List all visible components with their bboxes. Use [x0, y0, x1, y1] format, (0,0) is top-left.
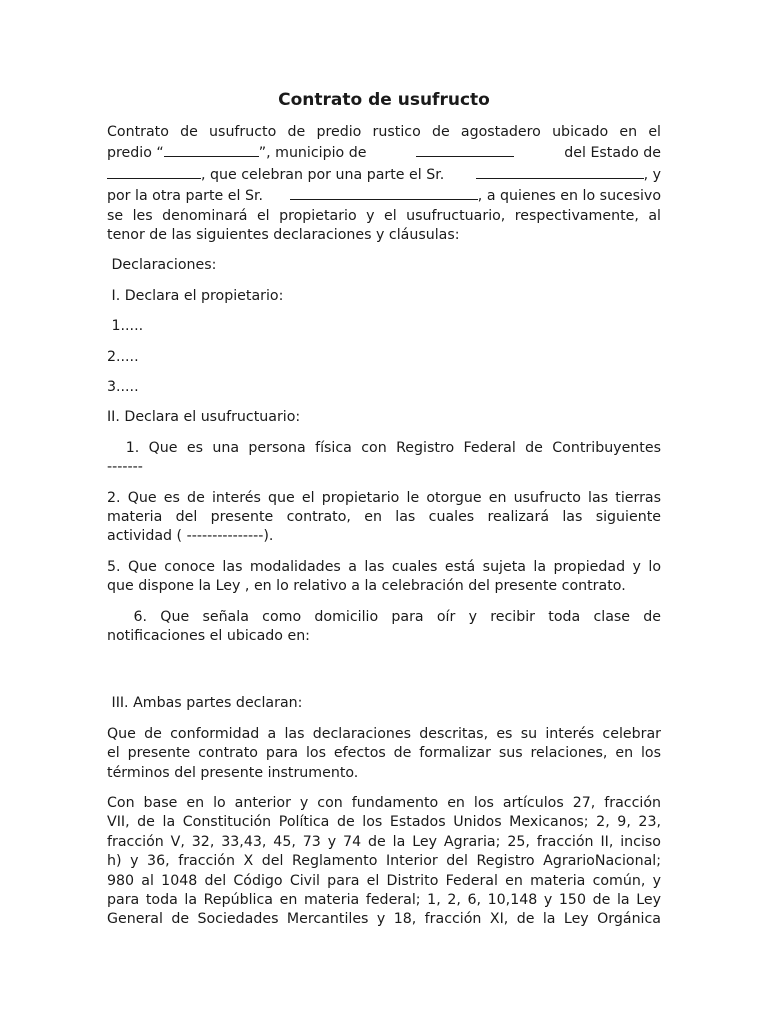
- paragraph-line: 6. Que señala como domicilio para oír y recibir toda clase de: [107, 608, 661, 625]
- usufructuario-item-5: [107, 558, 661, 597]
- usufructuario-item-1: [107, 439, 661, 478]
- paragraph-line: para toda la República en materia federal; 1, 2, 6, 10,148 y 150 de la Ley: [107, 891, 661, 908]
- paragraph-line: h) y 36, fracción X del Reglamento Interior del Registro AgrarioNacional;: [107, 853, 661, 870]
- intro-line-3: [107, 164, 661, 185]
- paragraph-line: que dispone la Ley , en lo relativo a la celebración del presente contrato.: [107, 578, 626, 595]
- intro-text: por la otra parte el Sr.: [107, 188, 264, 205]
- list-item: 3.....: [107, 379, 139, 396]
- paragraph-line: 2. Que es de interés que el propietario le otorgue en usufructo las tierras: [107, 489, 661, 506]
- paragraph-line: Que de conformidad a las declaraciones descritas, es su interés celebrar: [107, 725, 661, 742]
- section-declara-propietario: I. Declara el propietario:: [107, 287, 284, 304]
- list-item: 2.....: [107, 348, 139, 365]
- document-title: Contrato de usufructo: [278, 90, 490, 110]
- section-declara-usufructuario: II. Declara el usufructuario:: [107, 409, 301, 426]
- paragraph-line: VII, de la Constitución Política de los Estados Unidos Mexicanos; 2, 9, 23,: [107, 814, 661, 831]
- paragraph-line: Con base en lo anterior y con fundamento en los artículos 27, fracción: [107, 795, 661, 812]
- section-declaraciones: Declaraciones:: [107, 257, 217, 274]
- intro-text: , a quienes en lo sucesivo: [477, 188, 661, 205]
- intro-text: , que celebran por una parte el Sr.: [201, 166, 445, 183]
- document-body: [107, 123, 661, 930]
- paragraph-line: actividad ( ---------------).: [107, 528, 274, 545]
- intro-text: predio “: [107, 145, 164, 162]
- intro-text: ”, municipio de: [258, 145, 367, 162]
- paragraph-line: -------: [107, 459, 143, 476]
- intro-paragraph: [107, 123, 661, 245]
- usufructuario-item-2: [107, 489, 661, 547]
- paragraph-line: General de Sociedades Mercantiles y 18, fracción XI, de la Ley Orgánica: [107, 911, 661, 928]
- intro-line-4: [107, 185, 661, 206]
- intro-line-5: se les denominará el propietario y el usufructuario, respectivamente, al: [107, 207, 661, 224]
- paragraph-line: fracción V, 32, 33,43, 45, 73 y 74 de la Ley Agraria; 25, fracción II, inciso: [107, 833, 661, 850]
- paragraph-line: 5. Que conoce las modalidades a las cuales está sujeta la propiedad y lo: [107, 558, 661, 575]
- blank-sr-usufructuario: [290, 185, 478, 200]
- usufructuario-item-6: [107, 608, 661, 647]
- intro-text: , y: [643, 166, 661, 183]
- blank-municipio: [416, 142, 514, 157]
- paragraph-line: el presente contrato para los efectos de formalizar sus relaciones, en los: [107, 745, 661, 762]
- paragraph-line: materia del presente contrato, en las cuales realizará las siguiente: [107, 509, 661, 526]
- intro-line-2: [107, 142, 661, 163]
- blank-predio: [164, 142, 259, 157]
- section-ambas-partes: III. Ambas partes declaran:: [107, 695, 303, 712]
- paragraph-line: 980 al 1048 del Código Civil para el Distrito Federal en materia común, y: [107, 872, 661, 889]
- list-item: 1.....: [107, 318, 144, 335]
- fundamento-paragraph: [107, 794, 661, 930]
- conformidad-paragraph: [107, 725, 661, 783]
- blank-sr-propietario: [476, 164, 644, 179]
- intro-line-1: Contrato de usufructo de predio rustico de agostadero ubicado en el: [107, 124, 661, 140]
- paragraph-line: términos del presente instrumento.: [107, 764, 359, 781]
- paragraph-line: notificaciones el ubicado en:: [107, 628, 310, 645]
- intro-line-6: tenor de las siguientes declaraciones y cláusulas:: [107, 227, 460, 243]
- blank-estado: [107, 164, 201, 179]
- intro-text: del Estado de: [564, 145, 661, 162]
- paragraph-line: 1. Que es una persona física con Registro Federal de Contribuyentes: [107, 439, 661, 456]
